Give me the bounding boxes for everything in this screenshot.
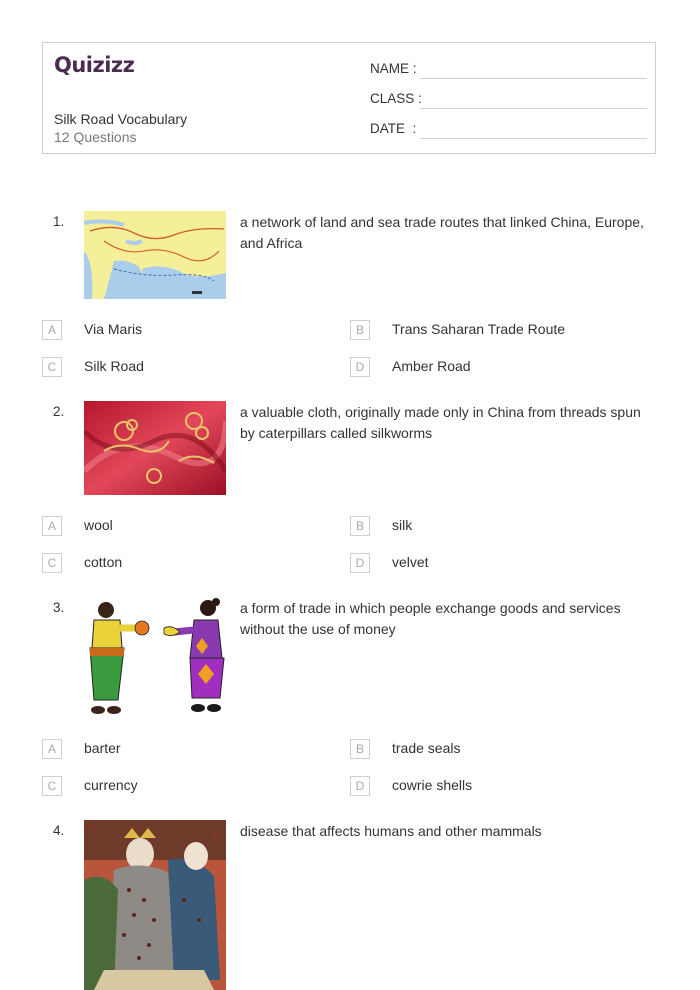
question-count: 12 Questions bbox=[54, 129, 137, 145]
quizizz-logo: Quizizz bbox=[54, 53, 135, 77]
date-line[interactable] bbox=[420, 138, 647, 139]
option-text: cotton bbox=[84, 554, 123, 570]
option-text: Via Maris bbox=[84, 321, 143, 337]
worksheet-header bbox=[42, 42, 656, 154]
option-text: wool bbox=[84, 517, 113, 533]
class-line[interactable] bbox=[420, 108, 647, 109]
question-prompt: disease that affects humans and other mammals bbox=[240, 823, 542, 839]
option-letter-box[interactable]: B bbox=[350, 320, 370, 340]
name-field[interactable] bbox=[370, 61, 647, 81]
barter-illustration bbox=[84, 598, 226, 718]
question-number: 3. bbox=[53, 600, 65, 615]
option-letter-box[interactable]: B bbox=[350, 739, 370, 759]
option-letter-box[interactable]: D bbox=[350, 776, 370, 796]
question-number: 4. bbox=[53, 823, 65, 838]
date-label: DATE : bbox=[370, 121, 417, 136]
option-letter-box[interactable]: A bbox=[42, 516, 62, 536]
worksheet-title: Silk Road Vocabulary bbox=[54, 111, 188, 127]
option-letter-box[interactable]: C bbox=[42, 553, 62, 573]
option-letter-box[interactable]: D bbox=[350, 553, 370, 573]
option-letter-box[interactable]: C bbox=[42, 357, 62, 377]
option-text: Amber Road bbox=[392, 358, 471, 374]
class-field[interactable] bbox=[370, 91, 647, 111]
option-letter-box[interactable]: A bbox=[42, 320, 62, 340]
option-letter-box[interactable]: B bbox=[350, 516, 370, 536]
option-text: currency bbox=[84, 777, 138, 793]
date-field[interactable] bbox=[370, 121, 647, 141]
option-text: cowrie shells bbox=[392, 777, 473, 793]
class-label: CLASS : bbox=[370, 91, 422, 106]
option-letter-box[interactable]: A bbox=[42, 739, 62, 759]
silk-cloth-image bbox=[84, 401, 226, 495]
option-text: silk bbox=[392, 517, 413, 533]
option-text: barter bbox=[84, 740, 121, 756]
option-text: velvet bbox=[392, 554, 429, 570]
question-prompt: a network of land and sea trade routes that linked China, Europe, and Africa bbox=[240, 214, 644, 251]
option-letter-box[interactable]: C bbox=[42, 776, 62, 796]
option-letter-box[interactable]: D bbox=[350, 357, 370, 377]
option-text: Trans Saharan Trade Route bbox=[392, 321, 566, 337]
map-image bbox=[84, 211, 226, 299]
question-prompt: a valuable cloth, originally made only in China from threads spun by caterpillars called silkworms bbox=[240, 404, 641, 441]
option-text: Silk Road bbox=[84, 358, 144, 374]
question-prompt: a form of trade in which people exchange goods and services without the use of money bbox=[240, 600, 621, 637]
medieval-painting-image bbox=[84, 820, 226, 990]
name-line[interactable] bbox=[420, 78, 647, 79]
option-text: trade seals bbox=[392, 740, 461, 756]
name-label: NAME : bbox=[370, 61, 417, 76]
question-number: 2. bbox=[53, 404, 65, 419]
question-number: 1. bbox=[53, 214, 65, 229]
